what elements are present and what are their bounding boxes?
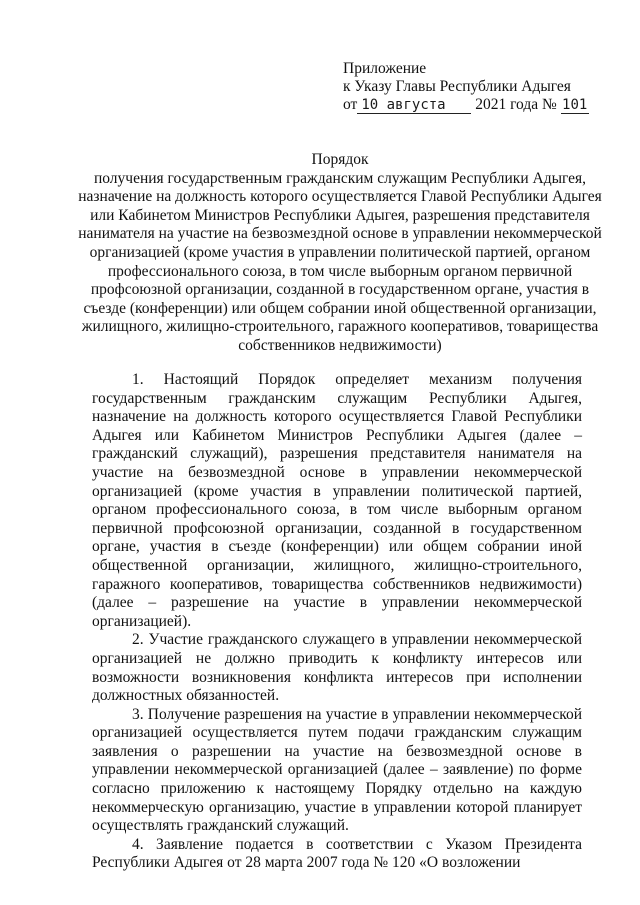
document-title-block bbox=[70, 151, 610, 356]
paragraph-1: 1. Настоящий Порядок определяет механизм получения государственным гражданским служащим Республики Адыгея, назначение на должность которого осуществляется Главой Республики Адыгея или Кабинетом Министров Республики Адыгея (далее – гражданский служащий), разрешения представителя нанимателя на участие на безвозмездной основе в управлении некоммерческой организацией (кроме участия в управлении политической партией, органом профессионального союза, в том числе выборным органом первичной профсоюзной организации, созданной в государственном органе, участия в съезде (конференции) или общем собрании иной общественной организации, жилищного, жилищно-строительного, гаражного кооперативов, товарищества собственников недвижимости) (далее – разрешение на участие в управлении некоммерческой организацией). bbox=[92, 371, 582, 630]
appendix-label: Приложение bbox=[343, 60, 427, 77]
appendix-decree-ref: к Указу Главы Республики Адыгея bbox=[343, 78, 571, 95]
appendix-number-value: 101 bbox=[562, 97, 588, 113]
paragraph-2: 2. Участие гражданского служащего в управлении некоммерческой организацией не должно приводить к конфликту интересов или возможности возникновения конфликта интересов при исполнении должностных обязанностей. bbox=[92, 631, 582, 705]
appendix-date-prefix: от bbox=[343, 96, 358, 113]
appendix-date-value: 10 августа bbox=[357, 98, 471, 114]
appendix-header bbox=[343, 60, 603, 114]
paragraph-3: 3. Получение разрешения на участие в управлении некоммерческой организацией осуществляется путем подачи гражданским служащим заявления о разрешении на участие на безвозмездной основе в управлении некоммерческой организацией (далее – заявление) по форме согласно приложению к настоящему Порядку отдельно на каждую некоммерческую организацию, участие в управлении которой планирует осуществлять гражданский служащий. bbox=[92, 705, 582, 835]
appendix-year-text: 2021 года № bbox=[475, 96, 557, 113]
document-body bbox=[92, 371, 582, 873]
appendix-date-line bbox=[343, 96, 603, 114]
paragraph-4: 4. Заявление подается в соответствии с Указом Президента Республики Адыгея от 28 марта 2007 года № 120 «О возложении bbox=[92, 835, 582, 872]
document-heading: Порядок bbox=[311, 151, 369, 168]
document-subtitle: получения государственным гражданским служащим Республики Адыгея, назначение на должность которого осуществляется Главой Республики Адыгея или Кабинетом Министров Республики Адыгея, разрешения представителя нанимателя на участие на безвозмездной основе в управлении некоммерческой организацией (кроме участия в управлении политической партией, органом профессионального союза, в том числе выборным органом первичной профсоюзной организации, созданной в государственном органе, участия в съезде (конференции) или общем собрании иной общественной организации, жилищного, жилищно-строительного, гаражного кооперативов, товарищества собственников недвижимости) bbox=[78, 169, 602, 354]
